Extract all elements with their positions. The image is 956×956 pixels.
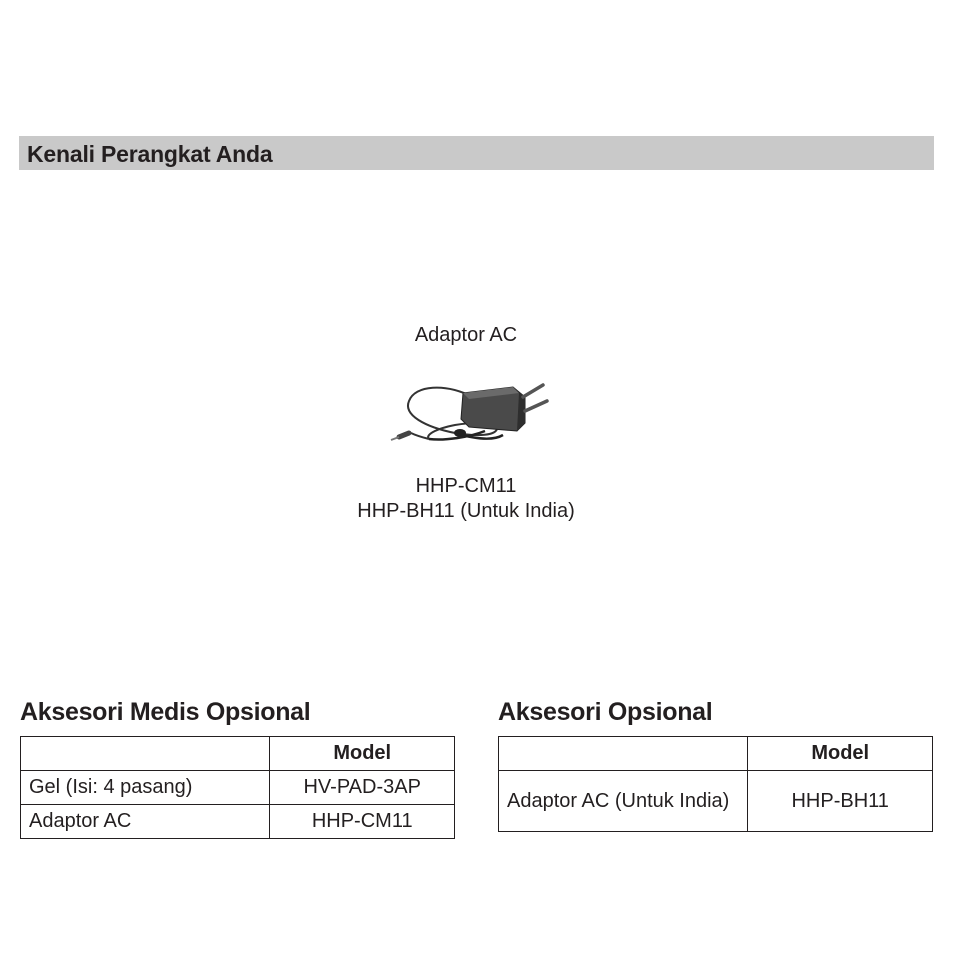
accessory-model: HV-PAD-3AP: [270, 771, 455, 805]
accessory-model: HHP-BH11: [748, 771, 933, 832]
section-header-bar: [19, 136, 934, 170]
device-model-india: HHP-BH11 (Untuk India): [357, 500, 575, 522]
table-header-row: [499, 737, 933, 771]
medical-accessories-table: [20, 736, 455, 839]
optional-accessories-table: [498, 736, 933, 832]
header-model-cell: Model: [270, 737, 455, 771]
table-row: [499, 771, 933, 832]
device-model-primary: HHP-CM11: [415, 475, 517, 497]
header-model-cell: Model: [748, 737, 933, 771]
table-row: [21, 771, 455, 805]
medical-accessories-title: Aksesori Medis Opsional: [20, 698, 311, 726]
header-name-cell: [21, 737, 270, 771]
accessory-name: Adaptor AC (Untuk India): [499, 771, 748, 832]
accessory-name: Adaptor AC: [21, 805, 270, 839]
device-title: Adaptor AC: [414, 324, 518, 346]
table-header-row: [21, 737, 455, 771]
accessory-model: HHP-CM11: [270, 805, 455, 839]
section-title: Kenali Perangkat Anda: [27, 141, 273, 167]
ac-adaptor-icon: [385, 375, 550, 455]
optional-accessories-title: Aksesori Opsional: [498, 698, 713, 726]
accessory-name: Gel (Isi: 4 pasang): [21, 771, 270, 805]
header-name-cell: [499, 737, 748, 771]
table-row: [21, 805, 455, 839]
